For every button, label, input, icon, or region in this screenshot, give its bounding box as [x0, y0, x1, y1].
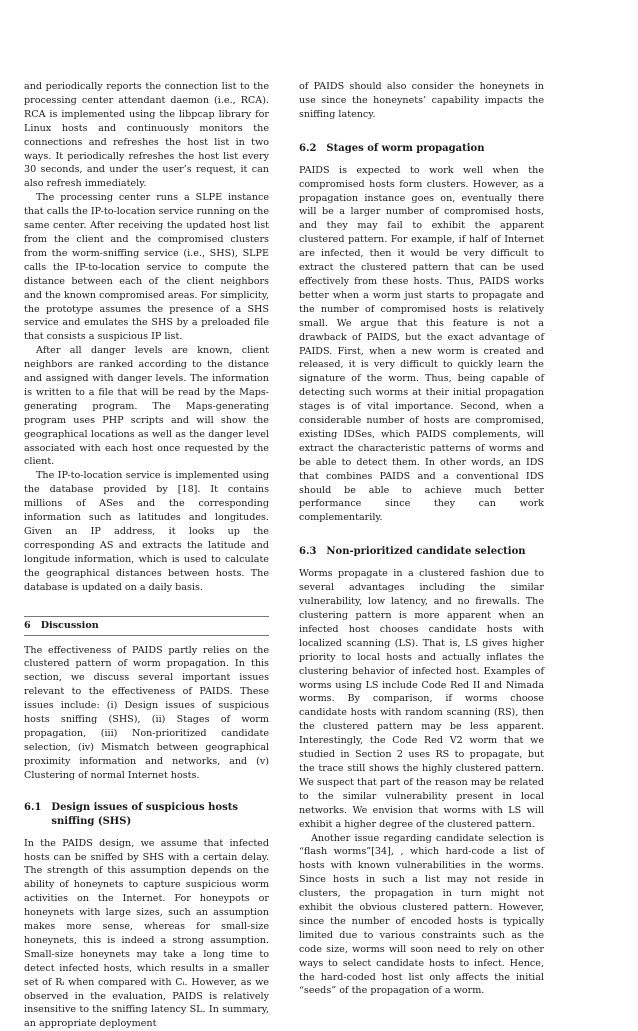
paragraph: The processing center runs a SLPE instance that calls the IP-to-location service running on the same center. After receiving the updated host list from the client and the compromised clusters from the worm-sniffing service (i.e., SHS), SLPE calls the IP-to-location service to compute the distance between each of the client neighbors and the known compromised areas. For simplicity, the prototype assumes the presence of a SHS service and emulates the SHS by a preloaded file that consists a suspicious IP list.	[24, 192, 269, 343]
paragraph: The IP-to-location service is implemented using the database provided by [18]. It contains millions of ASes and the corresponding information such as latitudes and longitudes. Given an IP address, it looks up the corresponding AS and extracts the latitude and longitude information, which is used to calculate the geographical distances between hosts. The database is updated on a daily basis.	[24, 470, 269, 593]
subsection-6-2-heading	[299, 142, 544, 156]
paragraph: PAIDS is expected to work well when the compromised hosts form clusters. However, as a propagation instance goes on, eventually there will be a larger number of compromised hosts, and they may fail to exhibit the apparent clustered pattern. For example, if half of Internet are infected, then it would be very difficult to extract the clustered pattern that can be used effectively from these hosts. Thus, PAIDS works better when a worm just starts to propagate and the number of compromised hosts is relatively small. We argue that this feature is not a drawback of PAIDS, but the exact advantage of PAIDS. First, when a new worm is created and released, it is very difficult to quickly learn the signature of the worm. Thus, being capable of detecting such worms at their initial propagation stages is of vital importance. Second, when a considerable number of hosts are compromised, existing IDSes, which PAIDS complements, will extract the characteristic patterns of worms and be able to detect them. In other words, an IDS that combines PAIDS and a conventional IDS should be able to achieve much better performance since they can work complementarily.	[299, 164, 544, 524]
subsection-title: Design issues of suspicious hosts sniffing (SHS)	[51, 801, 238, 827]
subsection-title: Non-prioritized candidate selection	[326, 546, 526, 558]
paragraph: of PAIDS should also consider the honeynets in use since the honeynets’ capability impacts the sniffing latency.	[299, 81, 544, 120]
paragraph: and periodically reports the connection list to the processing center attendant daemon (i.e., RCA). RCA is implemented using the libpcap library for Linux hosts and continuously monitors the connections and refreshes the host list in two ways. It periodically refreshes the host list every 30 seconds, and under the user’s request, it can also refresh immediately.	[24, 81, 269, 190]
subsection-6-3-heading	[299, 545, 544, 559]
subsection-number: 6.1	[24, 801, 42, 813]
left-column	[24, 80, 269, 1031]
paragraph: Another issue regarding candidate selection is “flash worms”[34], , which hard-code a list of hosts with known vulnerabilities in the worms. Since hosts in such a list may not reside in clusters, the propagation in turn might not exhibit the obvious clustered pattern. However, since the number of encoded hosts is typically limited due to various constraints such as the code size, worms will soon need to rely on other ways to select candidate hosts to infect. Hence, the hard-coded host list only affects the initial “seeds” of the propagation of a worm.	[299, 832, 544, 997]
paragraph: After all danger levels are known, client neighbors are ranked according to the distance and assigned with danger levels. The information is written to a file that will be read by the Maps-generating program. The Maps-generating program uses PHP scripts and will show the geographical locations as well as the danger level associated with each host once requested by the client.	[24, 345, 269, 468]
paragraph: Worms propagate in a clustered fashion due to several advantages including the similar vulnerability, low latency, and no firewalls. The clustering pattern is more apparent when an infected host chooses candidate hosts with localized scanning (LS). That is, LS gives higher priority to local hosts and actually inflates the clustering behavior of infected host. Examples of worms using LS include Code Red II and Nimada worms. By comparison, if worms choose candidate hosts with random scanning (RS), then the clustered pattern may be less apparent. Interestingly, the Code Red V2 worm that we studied in Section 2 uses RS to propagate, but the trace still shows the highly clustered pattern. We suspect that part of the reason may be related to the similar vulnerability present in local networks. We envision that worms with LS will exhibit a higher degree of the clustered pattern.	[299, 568, 544, 830]
subsection-number: 6.3	[299, 546, 317, 558]
subsection-title: Stages of worm propagation	[326, 142, 485, 154]
subsection-6-1-heading	[24, 801, 269, 829]
section-number: 6	[24, 619, 31, 631]
subsection-number: 6.2	[299, 142, 317, 154]
paragraph: In the PAIDS design, we assume that infected hosts can be sniffed by SHS with a certain delay. The strength of this assumption depends on the ability of honeynets to capture suspicious worm activities on the Internet. For honeypots or honeynets with large sizes, such an assumption makes more sense, whereas for small-size honeynets, this is indeed a strong assumption. Small-size honeynets may take a long time to detect infected hosts, which results in a smaller set of Rᵢ when compared with Cᵢ. However, as we observed in the evaluation, PAIDS is relatively insensitive to the sniffing latency SL. In summary, an appropriate deployment	[24, 837, 269, 1030]
right-column	[299, 80, 544, 998]
section-title: Discussion	[40, 619, 99, 631]
paragraph: The effectiveness of PAIDS partly relies on the clustered pattern of worm propagation. In this section, we discuss several important issues relevant to the effectiveness of PAIDS. These issues include: (i) Design issues of suspicious hosts sniffing (SHS), (ii) Stages of worm propagation, (iii) Non-prioritized candidate selection, (iv) Mismatch between geographical proximity information and networks, and (v) Clustering of normal Internet hosts.	[24, 644, 269, 781]
section-6-heading	[24, 617, 269, 635]
